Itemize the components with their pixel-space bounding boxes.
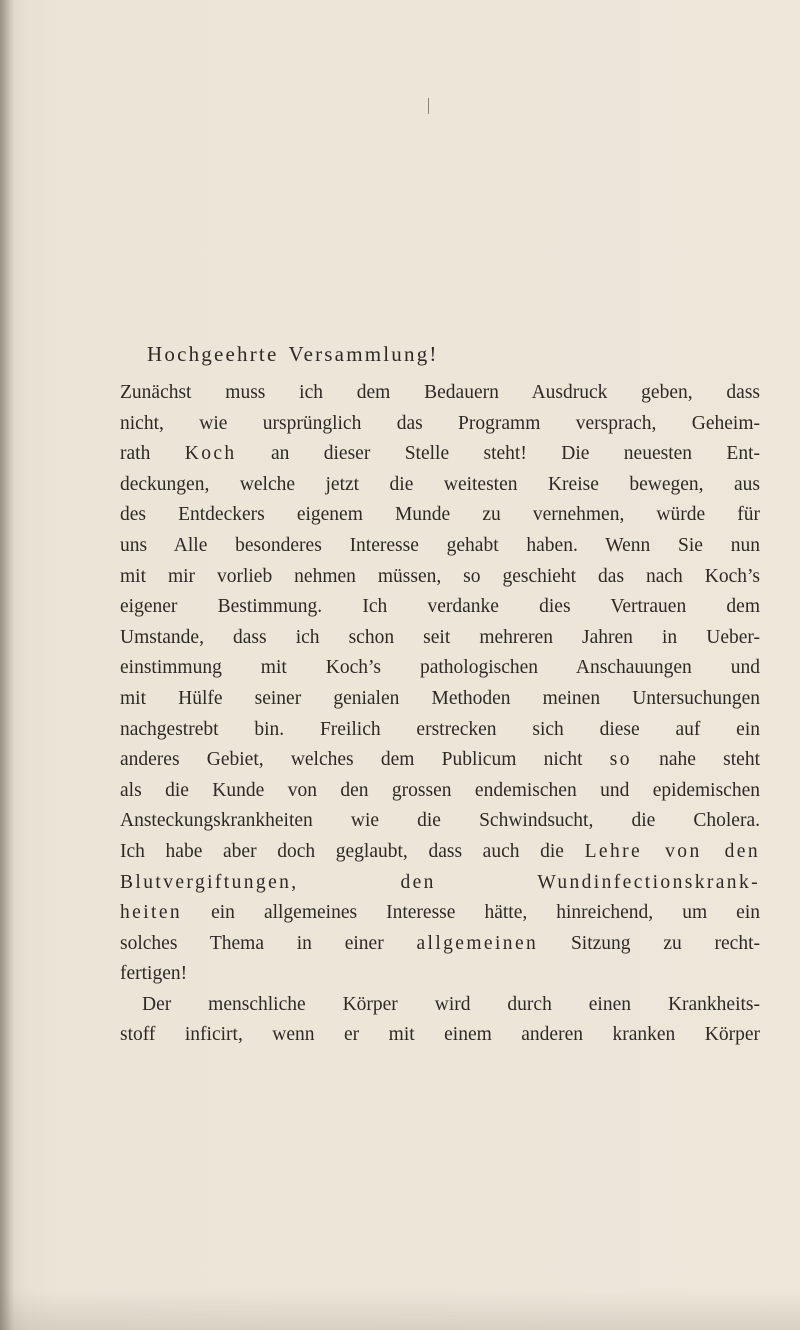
line-text: an dieser Stelle steht! Die neuesten Ent- xyxy=(236,443,760,465)
line-text: nachgestrebt bin. Freilich erstrecken sich diese auf ein xyxy=(120,718,760,740)
line-text: einstimmung mit Koch’s pathologischen Anschauungen und xyxy=(120,657,760,679)
text-line xyxy=(120,990,760,1021)
text-line xyxy=(120,653,760,684)
text-line xyxy=(120,684,760,715)
text-line xyxy=(120,623,760,654)
line-text: anderes Gebiet, welches dem Publicum nicht xyxy=(120,749,610,771)
binding-gutter-shadow xyxy=(0,0,14,1330)
text-line xyxy=(120,470,760,501)
line-text: deckungen, welche jetzt die weitesten Kreise bewegen, aus xyxy=(120,473,760,495)
text-line xyxy=(120,531,760,562)
line-text: ein allgemeines Interesse hätte, hinreichend, um ein xyxy=(182,902,760,924)
text-line xyxy=(120,959,760,990)
line-text: nahe steht xyxy=(631,749,760,771)
line-text: des Entdeckers eigenem Munde zu vernehmen, würde für xyxy=(120,504,760,526)
text-line xyxy=(120,715,760,746)
line-text: Der menschliche Körper wird durch einen Krankheits- xyxy=(142,993,760,1015)
spaced-phrase-blutvergiftungen: Blutvergiftungen, den Wundinfectionskrank- xyxy=(120,871,760,893)
body-text xyxy=(120,378,760,1051)
text-line xyxy=(120,378,760,409)
page-bottom-shade xyxy=(0,1290,800,1330)
line-text: solches Thema in einer xyxy=(120,932,417,954)
line-text: Ansteckungskrankheiten wie die Schwindsucht, die Cholera. xyxy=(120,810,760,832)
page-mark xyxy=(428,98,429,114)
spaced-word-heiten: heiten xyxy=(120,902,183,924)
text-line xyxy=(120,745,760,776)
line-text: uns Alle besonderes Interesse gehabt haben. Wenn Sie nun xyxy=(120,534,760,556)
line-text: Ich habe aber doch geglaubt, dass auch die xyxy=(120,840,585,862)
line-text: fertigen! xyxy=(120,963,188,985)
line-text: eigener Bestimmung. Ich verdanke dies Vertrauen dem xyxy=(120,596,760,618)
line-text: Zunächst muss ich dem Bedauern Ausdruck geben, dass xyxy=(120,382,760,403)
spaced-word-allgemeinen: allgemeinen xyxy=(416,932,539,954)
line-text: Sitzung zu recht- xyxy=(538,932,760,954)
text-line xyxy=(120,776,760,807)
line-text: mit mir vorlieb nehmen müssen, so geschieht das nach Koch’s xyxy=(120,565,760,587)
line-text: stoff inficirt, wenn er mit einem anderen kranken Körper xyxy=(120,1024,760,1046)
salutation-heading: Hochgeehrte Versammlung! xyxy=(147,342,439,366)
spaced-word-so: so xyxy=(609,749,632,771)
text-line xyxy=(120,898,760,929)
line-text: als die Kunde von den grossen endemischen und epidemischen xyxy=(120,779,760,801)
text-line xyxy=(120,500,760,531)
line-text: Umstande, dass ich schon seit mehreren Jahren in Ueber- xyxy=(120,626,760,648)
spaced-phrase-lehre: Lehre von den xyxy=(584,840,760,862)
text-line xyxy=(120,868,760,899)
text-line xyxy=(120,929,760,960)
text-line xyxy=(120,439,760,470)
text-line xyxy=(120,409,760,440)
text-line xyxy=(120,562,760,593)
spaced-name-koch: Koch xyxy=(184,443,237,465)
line-text: mit Hülfe seiner genialen Methoden meinen Untersuchungen xyxy=(120,687,760,709)
text-line xyxy=(120,806,760,837)
text-line xyxy=(120,592,760,623)
line-text: nicht, wie ursprünglich das Programm versprach, Geheim- xyxy=(120,412,760,434)
line-text: rath xyxy=(120,443,185,465)
text-line xyxy=(120,837,760,868)
text-line xyxy=(120,1020,760,1051)
